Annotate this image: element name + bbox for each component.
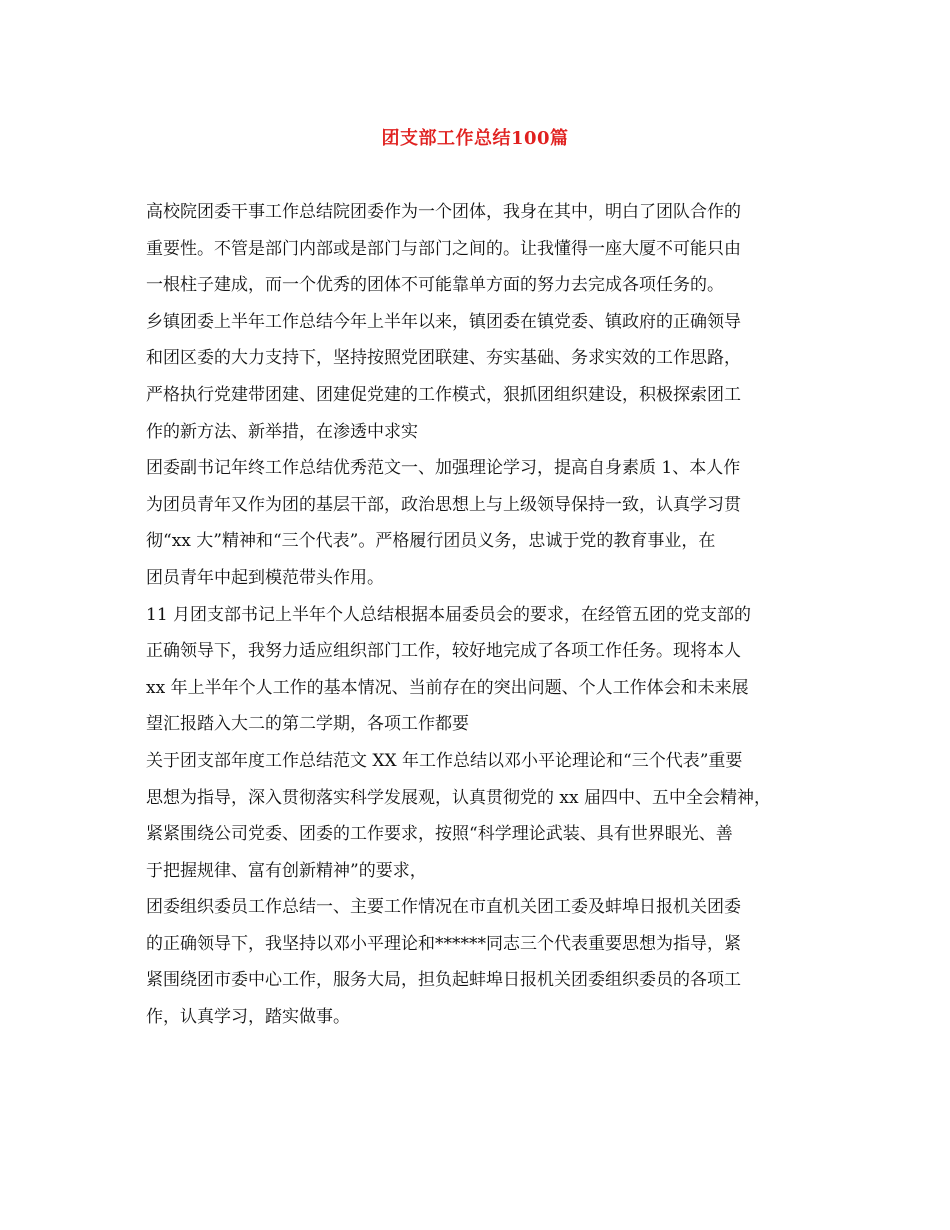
body-line: 重要性。不管是部门内部或是部门与部门之间的。让我懂得一座大厦不可能只由 <box>146 238 741 259</box>
body-line: 和团区委的大力支持下，坚持按照党团联建、夯实基础、务求实效的工作思路， <box>146 348 741 369</box>
body-line: xx 年上半年个人工作的基本情况、当前存在的突出问题、个人工作体会和未来展 <box>146 677 749 698</box>
body-line: 11 月团支部书记上半年个人总结根据本届委员会的要求，在经管五团的党支部的 <box>146 604 752 625</box>
document-body <box>146 194 846 1036</box>
body-line: 团员青年中起到模范带头作用。 <box>146 567 384 588</box>
document-title: 团支部工作总结100篇 <box>381 128 569 149</box>
body-line: 正确领导下，我努力适应组织部门工作，较好地完成了各项工作任务。现将本人 <box>146 641 741 662</box>
body-line: 作，认真学习，踏实做事。 <box>146 1007 350 1028</box>
body-line: 于把握规律、富有创新精神”的要求， <box>146 860 427 881</box>
body-line: 紧紧围绕公司党委、团委的工作要求，按照“科学理论武装、具有世界眼光、善 <box>146 824 733 845</box>
body-line: 彻“xx 大”精神和“三个代表”。严格履行团员义务，忠诚于党的教育事业，在 <box>146 531 716 552</box>
body-line: 为团员青年又作为团的基层干部，政治思想上与上级领导保持一致，认真学习贯 <box>146 494 741 515</box>
body-line: 的正确领导下，我坚持以邓小平理论和******同志三个代表重要思想为指导，紧 <box>146 933 741 954</box>
body-line: 思想为指导，深入贯彻落实科学发展观，认真贯彻党的 xx 届四中、五中全会精神， <box>146 787 771 808</box>
body-line: 团委组织委员工作总结一、主要工作情况在市直机关团工委及蚌埠日报机关团委 <box>146 897 741 918</box>
body-line: 严格执行党建带团建、团建促党建的工作模式，狠抓团组织建设，积极探索团工 <box>146 384 741 405</box>
body-line: 一根柱子建成，而一个优秀的团体不可能靠单方面的努力去完成各项任务的。 <box>146 275 724 296</box>
body-line: 乡镇团委上半年工作总结今年上半年以来，镇团委在镇党委、镇政府的正确领导 <box>146 311 741 332</box>
body-line: 团委副书记年终工作总结优秀范文一、加强理论学习，提高自身素质 1、本人作 <box>146 458 741 479</box>
body-line: 紧围绕团市委中心工作，服务大局，担负起蚌埠日报机关团委组织委员的各项工 <box>146 970 741 991</box>
body-line: 望汇报踏入大二的第二学期，各项工作都要 <box>146 714 469 735</box>
body-line: 关于团支部年度工作总结范文 XX 年工作总结以邓小平论理论和“三个代表”重要 <box>146 750 743 771</box>
body-line: 作的新方法、新举措，在渗透中求实 <box>146 421 418 442</box>
body-line: 高校院团委干事工作总结院团委作为一个团体，我身在其中，明白了团队合作的 <box>146 202 741 222</box>
